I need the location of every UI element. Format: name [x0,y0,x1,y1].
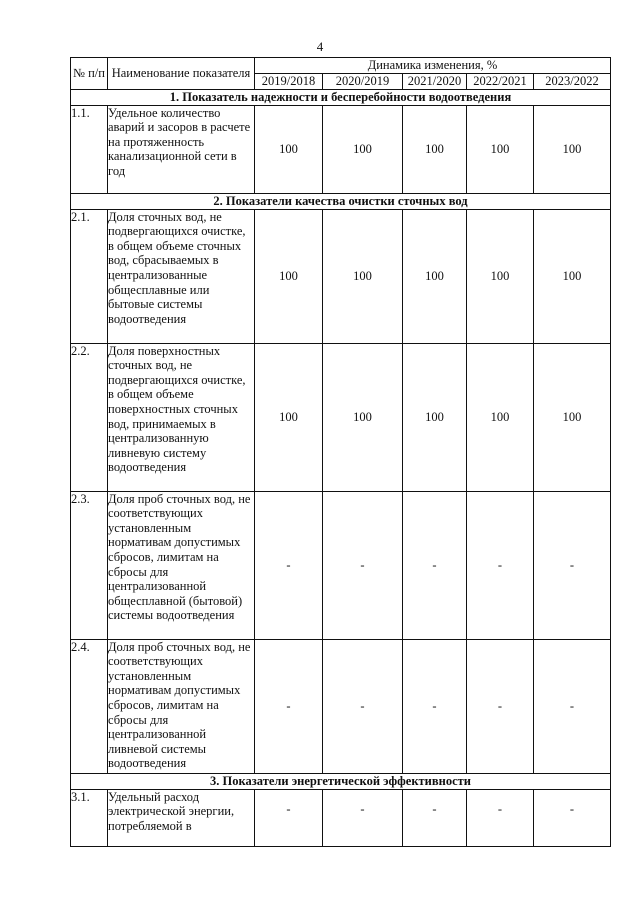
row-value: 100 [467,209,534,343]
indicators-table [70,57,611,847]
row-value: 100 [323,105,403,193]
row-name: Удельный расход электрической энергии, потребляемой в [108,789,255,846]
row-name: Удельное количество аварий и засоров в расчете на протяженность канализационной сети в год [108,105,255,193]
row-value: 100 [255,343,323,491]
row-name: Доля проб сточных вод, не соответствующих установленным нормативам допустимых сбросов, лимитам на сбросы для централизованной ливневой системы водоотведения [108,639,255,773]
row-value: - [534,491,611,639]
row-value: 100 [403,209,467,343]
row-name: Доля проб сточных вод, не соответствующих установленным нормативам допустимых сбросов, лимитам на сбросы для централизованной общесплавной (бытовой) системы водоотведения [108,491,255,639]
row-value: - [286,801,291,816]
section-title: 3. Показатели энергетической эффективности [71,773,611,789]
row-value: 100 [255,105,323,193]
row-value: 100 [323,343,403,491]
row-value: - [467,639,534,773]
row-value: 100 [323,209,403,343]
row-value: 100 [534,343,611,491]
page-number: 4 [316,39,324,54]
row-value: 100 [467,343,534,491]
row-number: 2.1. [71,209,108,343]
row-value: - [497,801,503,816]
row-value: 100 [403,105,467,193]
section-title: 1. Показатель надежности и бесперебойности водоотведения [71,89,611,105]
row-value: 100 [403,343,467,491]
row-value: - [534,639,611,773]
table-row [71,639,611,773]
header-dynamics: Динамика изменения, % [255,58,611,74]
table-row [71,789,611,846]
row-value: 100 [534,105,611,193]
table-row [71,105,611,193]
section-title: 2. Показатели качества очистки сточных вод [71,193,611,209]
row-number: 2.2. [71,343,108,491]
row-value: - [255,639,323,773]
row-value: - [403,491,467,639]
table-row [71,491,611,639]
table-row [71,209,611,343]
row-number: 2.3. [71,491,108,639]
row-value: 100 [255,209,323,343]
row-value: - [569,801,575,816]
row-value: - [255,491,323,639]
row-name: Доля поверхностных сточных вод, не подвергающихся очистке, в общем объеме поверхностных сточных вод, принимаемых в централизованную ливневую систему водоотведения [108,343,255,491]
header-year: 2023/2022 [534,73,611,89]
row-value: - [403,639,467,773]
row-number: 1.1. [71,105,108,193]
header-num: № п/п [71,58,108,90]
header-year: 2022/2021 [467,73,534,89]
row-value: 100 [467,105,534,193]
row-value: - [323,491,403,639]
table-row [71,343,611,491]
row-name: Доля сточных вод, не подвергающихся очистке, в общем объеме сточных вод, сбрасываемых в централизованные общесплавные или бытовые системы водоотведения [108,209,255,343]
row-value: - [432,801,437,816]
header-year: 2021/2020 [403,73,467,89]
row-value: - [467,491,534,639]
row-value: - [360,801,365,816]
row-number: 2.4. [71,639,108,773]
row-value: - [323,639,403,773]
header-year: 2019/2018 [255,73,323,89]
row-value: 100 [534,209,611,343]
row-number: 3.1. [71,789,108,846]
header-name: Наименование показателя [108,58,255,90]
header-year: 2020/2019 [323,73,403,89]
